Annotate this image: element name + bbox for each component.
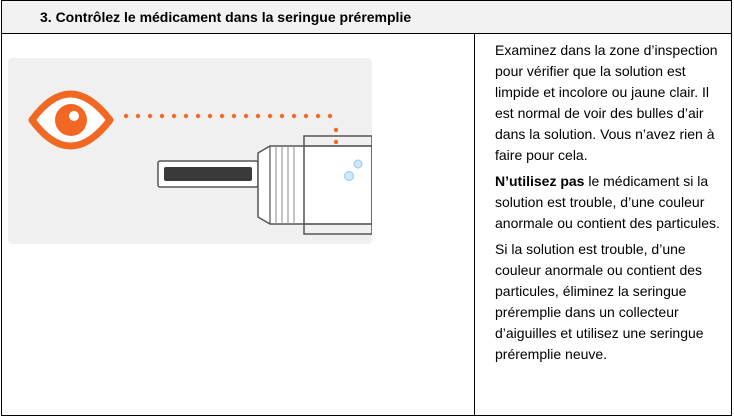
- instruction-table: [1, 0, 732, 416]
- disposal-paragraph: Si la solution est trouble, d’une couleur anormale ou contient des particules, éliminez la seringue préremplie dans un collecteur d’aiguilles et utilisez une seringue préremplie neuve.: [495, 241, 704, 362]
- warning-text: le médicament si la solution est trouble, d’une couleur anormale ou contient des particules.: [495, 173, 720, 231]
- warning-paragraph: [495, 171, 727, 234]
- step-title: 3. Contrôlez le médicament dans la seringue préremplie: [40, 9, 412, 25]
- inspection-paragraph: Examinez dans la zone d’inspection pour vérifier que la solution est limpide et incolore ou jaune clair. Il est normal de voir des bulles d’air dans la solution. Vous n’avez rien à faire pour cela.: [495, 42, 718, 163]
- instruction-text: [495, 40, 727, 370]
- column-divider: [474, 34, 475, 416]
- syringe-inspection-illustration: [8, 58, 372, 244]
- warning-emphasis: N’utilisez pas: [495, 173, 585, 189]
- step-header: [2, 1, 731, 34]
